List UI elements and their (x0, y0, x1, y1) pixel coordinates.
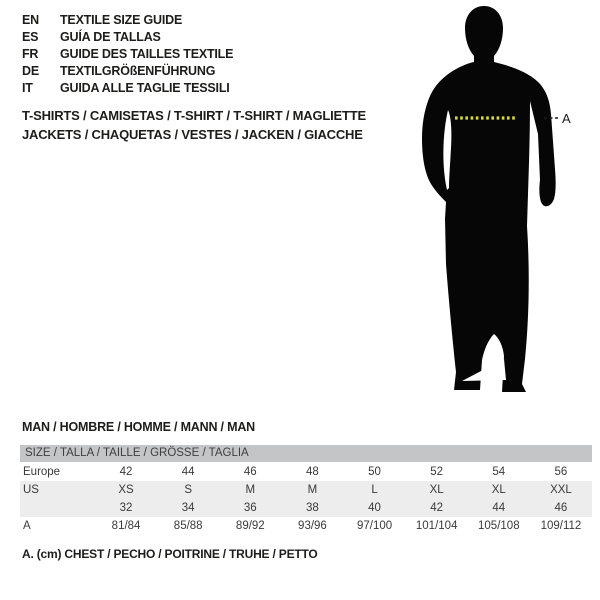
language-title: GUÍA DE TALLAS (60, 30, 161, 44)
size-value: 46 (243, 466, 257, 478)
size-value: 42 (430, 502, 444, 514)
size-value: 85/88 (173, 520, 203, 532)
language-code: IT (22, 81, 33, 95)
table-row-europe (20, 463, 592, 481)
size-value: XXL (550, 484, 572, 496)
size-value: 36 (243, 502, 257, 514)
row-label: A (23, 520, 31, 532)
size-value: L (371, 484, 378, 496)
language-row (22, 80, 233, 97)
size-value: M (245, 484, 256, 496)
size-value: 54 (492, 466, 506, 478)
size-value: 32 (119, 502, 133, 514)
size-value: 81/84 (111, 520, 141, 532)
row-label: Europe (23, 466, 61, 478)
size-value: 44 (492, 502, 506, 514)
category-lines (22, 106, 366, 144)
language-row (22, 12, 233, 29)
language-code: ES (22, 30, 39, 44)
size-value: 44 (181, 466, 195, 478)
section-title-man: MAN / HOMBRE / HOMME / MANN / MAN (22, 420, 255, 434)
language-title: GUIDE DES TAILLES TEXTILE (60, 47, 234, 61)
size-value: 101/104 (415, 520, 458, 532)
size-value: 38 (306, 502, 319, 514)
size-value: 42 (119, 466, 133, 478)
language-row (22, 63, 233, 80)
size-value: 34 (181, 502, 195, 514)
size-value: 89/92 (235, 520, 265, 532)
row-label: US (23, 484, 39, 496)
size-value: 48 (306, 466, 319, 478)
measure-label-a: A (562, 111, 571, 126)
category-line-tshirts: T-SHIRTS / CAMISETAS / T-SHIRT / T-SHIRT / MAGLIETTE (22, 108, 366, 123)
language-row (22, 29, 233, 46)
man-silhouette (422, 6, 556, 392)
language-code: EN (22, 13, 39, 27)
language-title: TEXTILE SIZE GUIDE (60, 13, 183, 27)
table-row-us (20, 481, 592, 499)
man-silhouette-figure (418, 4, 578, 394)
language-list (22, 12, 233, 97)
size-value: 109/112 (540, 520, 582, 532)
size-value: 97/100 (356, 520, 393, 532)
size-value: 40 (368, 502, 381, 514)
size-value: XS (118, 484, 134, 496)
size-value: 50 (368, 466, 381, 478)
size-value: 52 (430, 466, 444, 478)
size-table (20, 445, 592, 535)
language-title: TEXTILGRÖßENFÜHRUNG (60, 64, 216, 78)
row-label (20, 499, 95, 517)
category-line-jackets: JACKETS / CHAQUETAS / VESTES / JACKEN / GIACCHE (22, 127, 363, 142)
language-code: DE (22, 64, 39, 78)
size-value: 46 (554, 502, 568, 514)
size-value: 93/96 (298, 520, 327, 532)
table-row-chest-a (20, 517, 592, 535)
size-value: 56 (554, 466, 568, 478)
size-value: 105/108 (478, 520, 520, 532)
size-value: XL (491, 484, 506, 496)
language-code: FR (22, 47, 39, 61)
language-title: GUIDA ALLE TAGLIE TESSILI (60, 81, 230, 95)
size-value: M (307, 484, 318, 496)
size-value: S (184, 484, 193, 496)
language-row (22, 46, 233, 63)
table-row-numeric (20, 499, 592, 517)
size-value: XL (429, 484, 444, 496)
size-table-header: SIZE / TALLA / TAILLE / GRÖSSE / TAGLIA (20, 445, 592, 462)
measurement-footnote: A. (cm) CHEST / PECHO / POITRINE / TRUHE / PETTO (22, 547, 318, 561)
